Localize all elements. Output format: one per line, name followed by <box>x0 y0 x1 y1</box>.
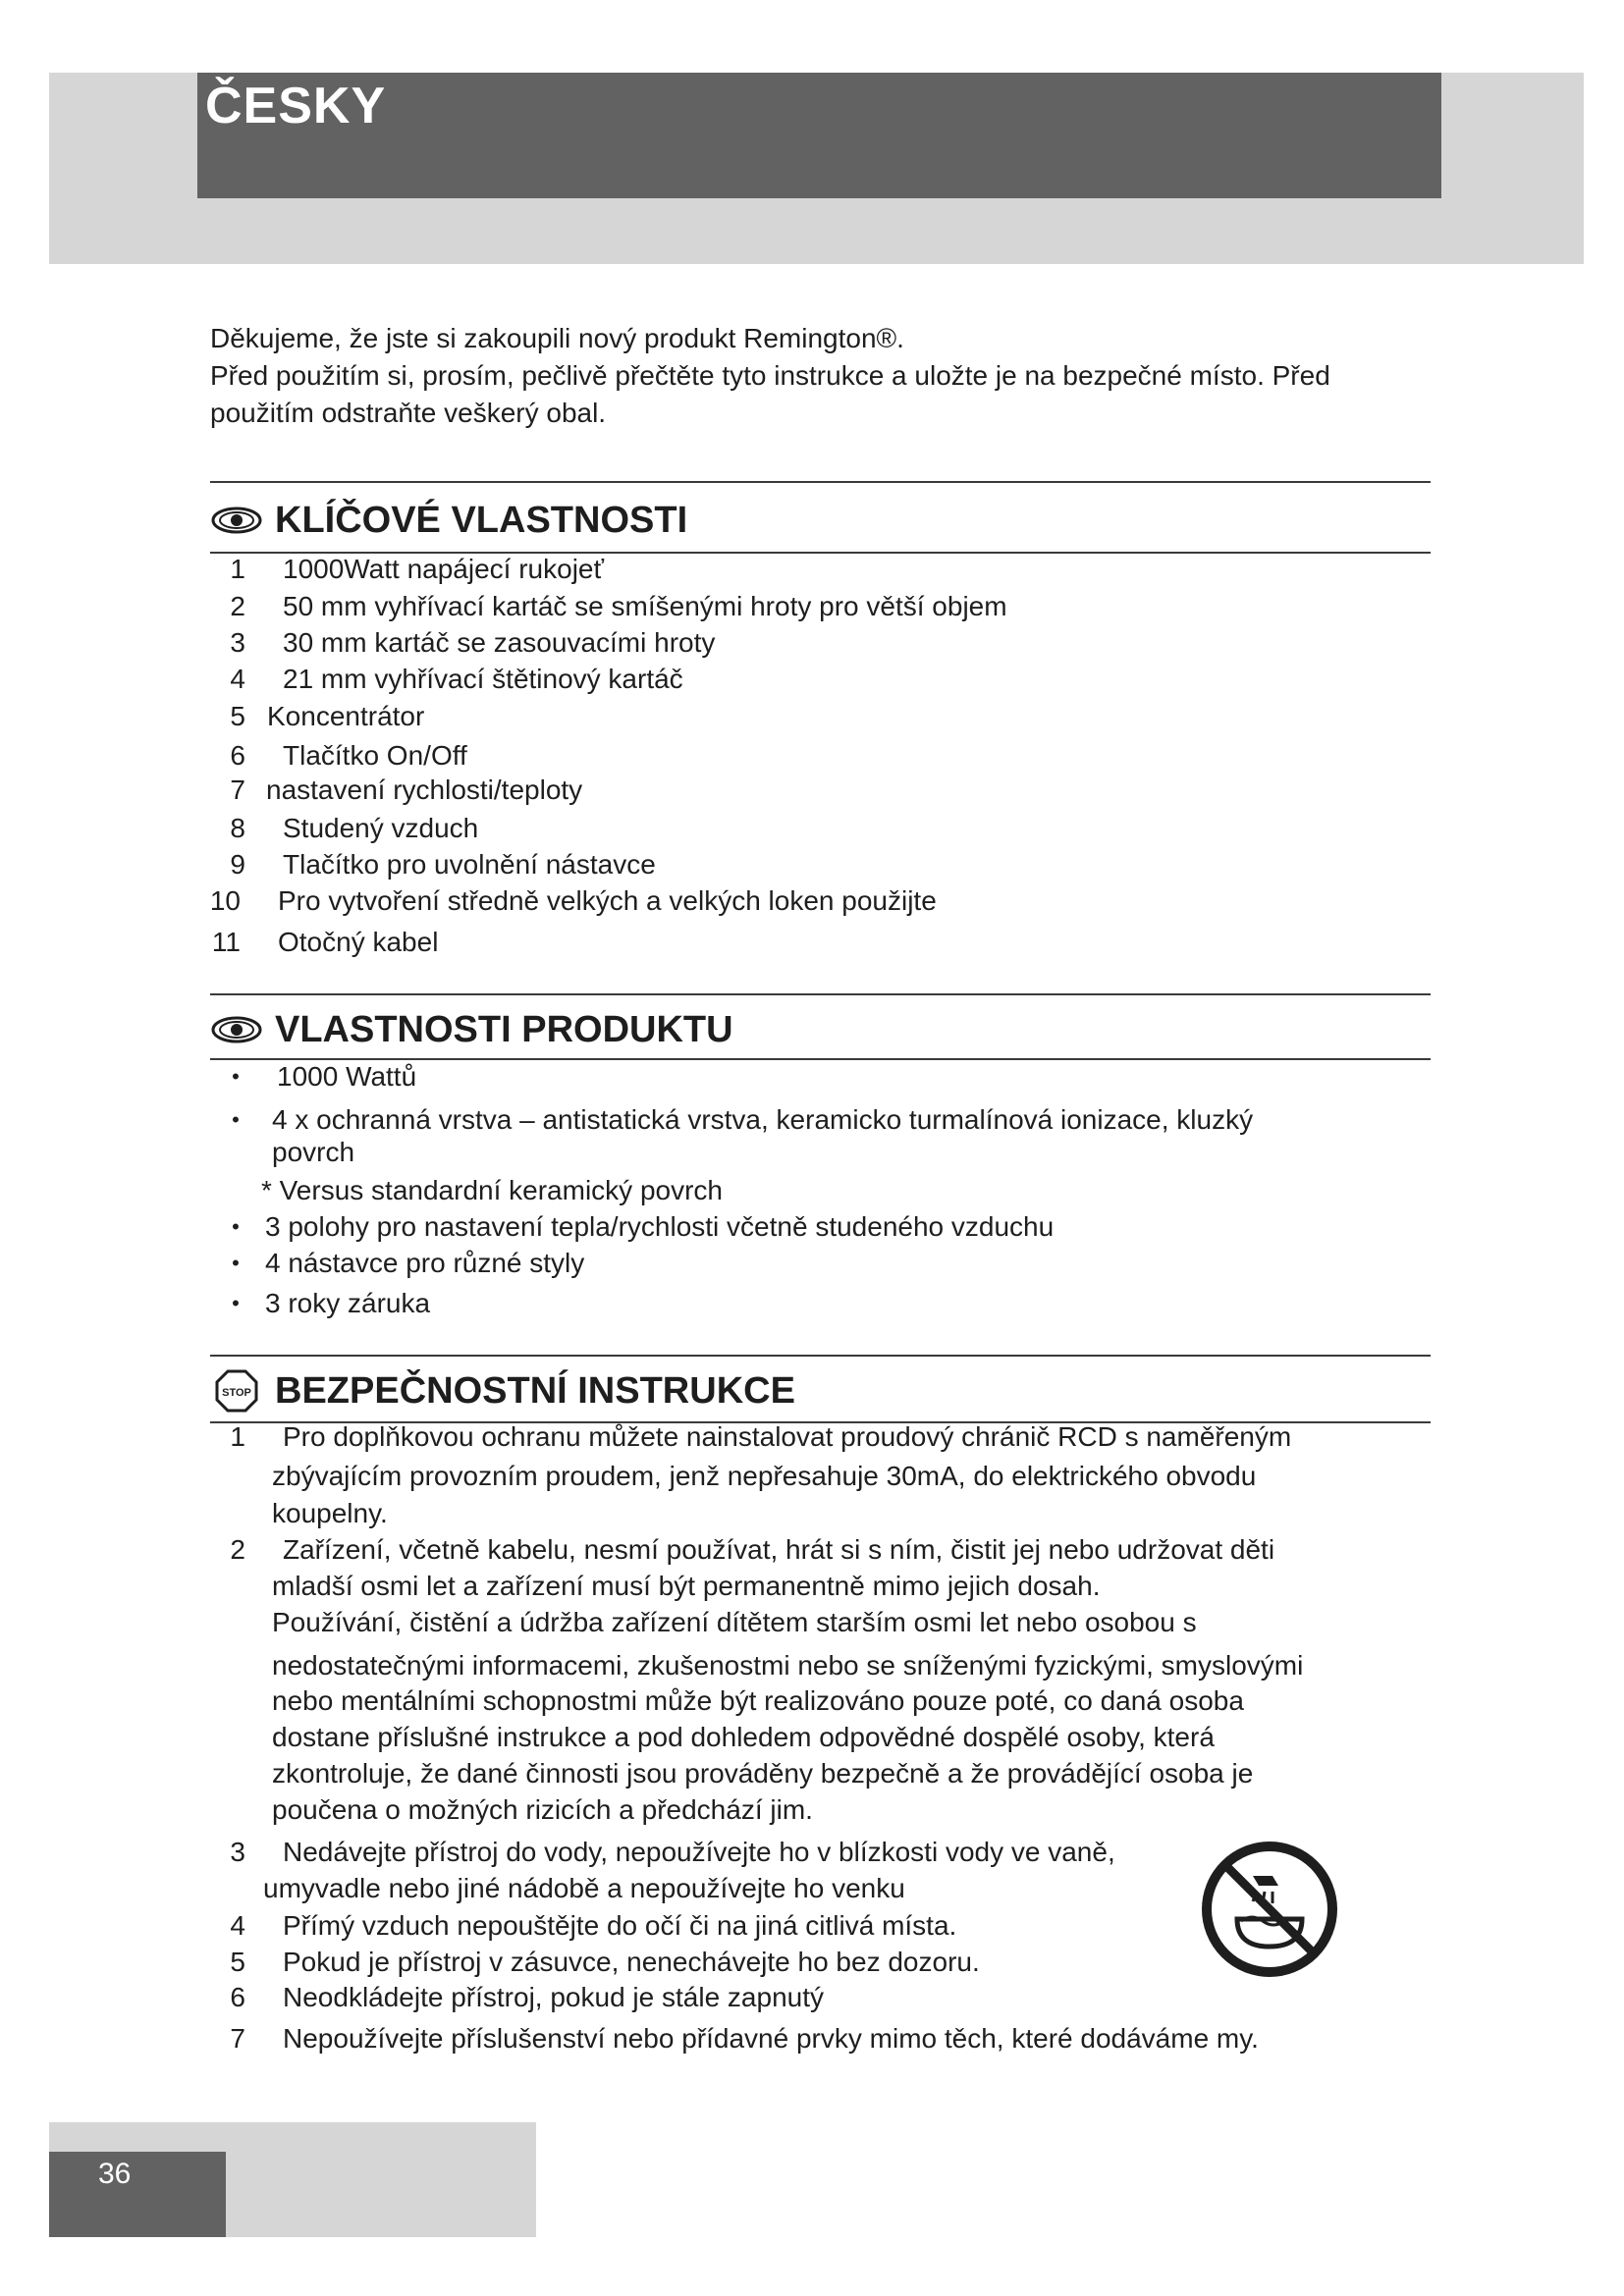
section-title: KLÍČOVÉ VLASTNOSTI <box>275 499 688 541</box>
intro-text <box>210 320 1447 432</box>
key-features-heading <box>210 496 687 545</box>
eye-icon <box>210 501 263 540</box>
intro-line: Děkujeme, že jste si zakoupili nový produkt Remington®. <box>210 323 904 353</box>
product-features-heading <box>210 1005 733 1054</box>
eye-icon <box>210 1010 263 1049</box>
safety-heading <box>210 1366 795 1415</box>
section-title: VLASTNOSTI PRODUKTU <box>275 1008 733 1050</box>
intro-line: Před použitím si, prosím, pečlivě přečtěte tyto instrukce a uložte je na bezpečné místo. Před <box>210 360 1330 391</box>
footer-bar <box>49 2152 226 2237</box>
section-rule <box>210 993 1431 995</box>
page-number: 36 <box>98 2158 132 2190</box>
intro-line: použitím odstraňte veškerý obal. <box>210 398 607 428</box>
no-water-icon <box>1198 1841 1341 1978</box>
svg-text:STOP: STOP <box>222 1387 251 1399</box>
section-rule <box>210 481 1431 483</box>
stop-icon <box>210 1371 263 1411</box>
section-title: BEZPEČNOSTNÍ INSTRUKCE <box>275 1369 795 1412</box>
section-rule <box>210 1355 1431 1357</box>
page-title: ČESKY <box>205 78 387 134</box>
